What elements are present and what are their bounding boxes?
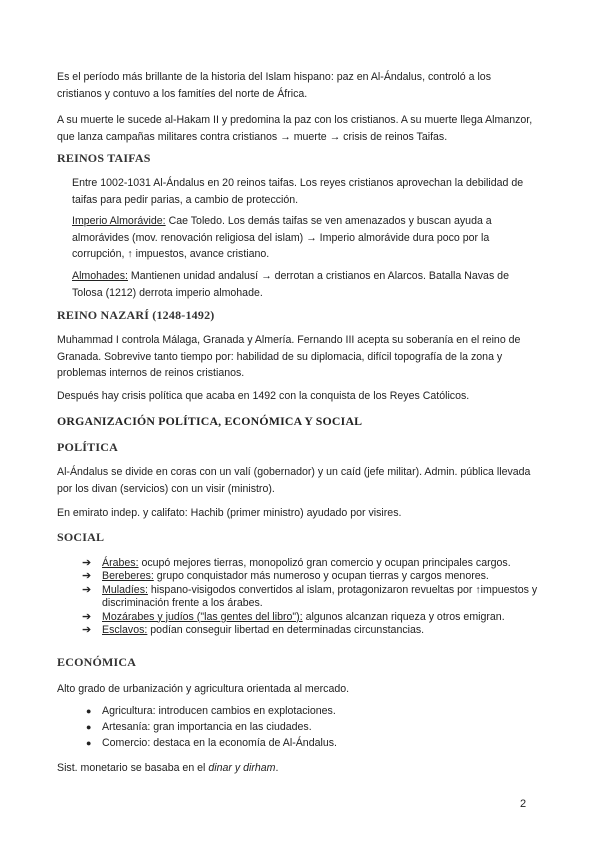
social-label: Bereberes: xyxy=(102,570,154,583)
paragraph-intro: Es el período más brillante de la historia del Islam hispano: paz en Al-Ándalus, controló a los cristianos y contuvo a los famitíes del norte de África. xyxy=(57,71,491,100)
list-item xyxy=(82,719,542,735)
list-item xyxy=(82,611,542,624)
arrow-icon: ➔ xyxy=(82,557,92,569)
list-item xyxy=(82,557,542,570)
list-item xyxy=(82,570,542,583)
paragraph-sistema-monetario xyxy=(57,760,537,777)
economia-item-text: Agricultura: introducen cambios en explotaciones. xyxy=(102,705,336,717)
social-text: podían conseguir libertad en determinadas circunstancias. xyxy=(147,624,425,637)
paragraph-hakam: A su muerte le sucede al-Hakam II y predomina la paz con los cristianos. A su muerte llega Almanzor, que lanza campañas militares contra cristianos → muerte → crisis de reinos Taifas. xyxy=(57,114,533,143)
almoravide-text: Cae Toledo. Los demás taifas se ven amenazados y buscan ayuda a almorávides (mov. renovación religiosa del islam) → Imperio almorávide dura poco por la corrupción, ↑ impuestos, avance cristiano. xyxy=(72,215,492,261)
heading-reino-nazari: REINO NAZARÍ (1248-1492) xyxy=(57,308,215,322)
arrow-icon: ➔ xyxy=(82,624,92,637)
social-text: ocupó mejores tierras, monopolizó gran comercio y ocupan principales cargos. xyxy=(138,557,511,569)
paragraph-nazari: Muhammad I controla Málaga, Granada y Almería. Fernando III acepta su soberanía en el reino de Granada. Sobrevive tanto tiempo por: habilidad de su diplomacia, difícil topografía de la zona y problemas internos de reinos cristianos. xyxy=(57,334,521,380)
paragraph-politica: Al-Ándalus se divide en coras con un valí (gobernador) y un caíd (jefe militar). Admin. pública llevada por los divan (servicios) con un visir (ministro). xyxy=(57,466,531,495)
social-list xyxy=(82,557,542,637)
social-text: grupo conquistador más numeroso y ocupan tierras y cargos menores. xyxy=(153,570,489,583)
paragraph-economica: Alto grado de urbanización y agricultura orientada al mercado. xyxy=(57,683,350,695)
monetario-suffix: . xyxy=(275,762,279,774)
heading-politica: POLÍTICA xyxy=(57,440,118,454)
social-text: algunos alcanzan riqueza y otros emigran. xyxy=(302,610,505,623)
list-item xyxy=(82,703,542,719)
arrow-icon: ➔ xyxy=(82,583,92,596)
page-number: 2 xyxy=(520,798,527,810)
economia-item-text: Comercio: destaca en la economía de Al-Ándalus. xyxy=(102,737,337,749)
list-item xyxy=(82,735,542,751)
heading-organizacion: ORGANIZACIÓN POLÍTICA, ECONÓMICA Y SOCIAL xyxy=(57,414,363,428)
almoravide-label: Imperio Almorávide: xyxy=(72,215,166,227)
arrow-icon: ➔ xyxy=(82,610,92,623)
almohades-text: Mantienen unidad andalusí → derrotan a cristianos en Alarcos. Batalla Navas de Tolosa (1212) derrota imperio almohade. xyxy=(72,270,509,299)
economia-list xyxy=(82,703,542,751)
social-label: Árabes: xyxy=(102,557,139,569)
arrow-icon: ➔ xyxy=(82,570,92,583)
paragraph-almoravide xyxy=(72,213,537,263)
heading-social: SOCIAL xyxy=(57,530,105,544)
monetario-italic: dinar y dirham xyxy=(208,762,276,774)
paragraph-emirato: En emirato indep. y califato: Hachib (primer ministro) ayudado por visires. xyxy=(57,507,402,519)
paragraph-reyes-catolicos: Después hay crisis política que acaba en 1492 con la conquista de los Reyes Católicos. xyxy=(57,390,470,402)
bullet-icon: ● xyxy=(86,738,92,748)
social-label: Muladíes: xyxy=(102,583,148,596)
paragraph-taifas: Entre 1002-1031 Al-Ándalus en 20 reinos taifas. Los reyes cristianos aprovechan la debilidad de taifas para pedir parias, a cambio de protección. xyxy=(72,177,524,206)
social-text: hispano-visigodos convertidos al islam, protagonizaron revueltas por ↑impuestos y discriminación frente a los árabes. xyxy=(102,583,538,610)
list-item xyxy=(82,624,542,637)
bullet-icon: ● xyxy=(86,722,92,732)
list-item xyxy=(82,584,542,611)
bullet-icon: ● xyxy=(86,706,92,716)
social-label: Mozárabes y judíos ("las gentes del libro"): xyxy=(102,610,303,623)
monetario-prefix: Sist. monetario se basaba en el xyxy=(57,762,209,774)
paragraph-almohades xyxy=(72,268,537,301)
heading-reinos-taifas: REINOS TAIFAS xyxy=(57,151,151,165)
heading-economica: ECONÓMICA xyxy=(57,655,137,669)
almohades-label: Almohades: xyxy=(72,270,128,282)
social-label: Esclavos: xyxy=(102,624,148,637)
economia-item-text: Artesanía: gran importancia en las ciudades. xyxy=(102,721,312,733)
